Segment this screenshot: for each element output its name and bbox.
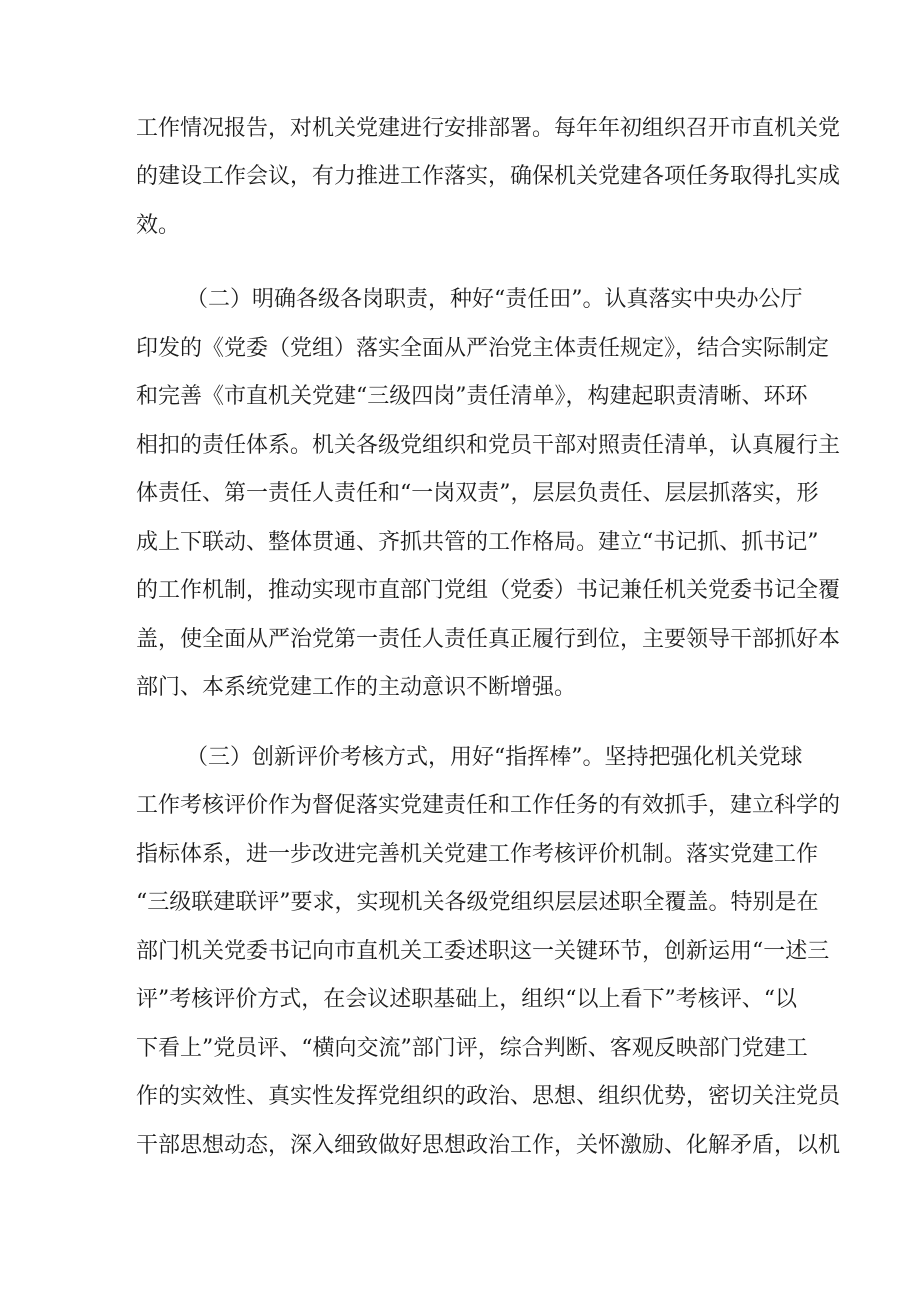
paragraph-2-line-2: 印发的《党委（党组）落实全面从严治党主体责任规定》，结合实际制定 xyxy=(136,336,830,361)
paragraph-3-line-6: 评”考核评价方式，在会议述职基础上，组织“以上看下”考核评、“以 xyxy=(136,987,797,1012)
paragraph-3-line-9: 干部思想动态，深入细致做好思想政治工作，关怀激励、化解矛盾，以机 xyxy=(136,1133,841,1158)
paragraph-2-line-3: 和完善《市直机关党建“三级四岗”责任清单》，构建起职责清晰、环环 xyxy=(136,384,808,409)
paragraph-2-line-8: 盖，使全面从严治党第一责任人责任真正履行到位，主要领导干部抓好本 xyxy=(136,627,841,652)
paragraph-1-line-1: 工作情况报告，对机关党建进行安排部署。每年年初组织召开市直机关党 xyxy=(136,116,841,141)
paragraph-1-line-2: 的建设工作会议，有力推进工作落实，确保机关党建各项任务取得扎实成 xyxy=(136,164,841,189)
paragraph-2-line-9: 部门、本系统党建工作的主动意识不断增强。 xyxy=(136,675,577,700)
paragraph-1-line-3: 效。 xyxy=(136,213,181,238)
paragraph-3-line-5: 部门机关党委书记向市直机关工委述职这一关键环节，创新运用“一述三 xyxy=(136,939,830,964)
paragraph-3-line-4: “三级联建联评”要求，实现机关各级党组织层层述职全覆盖。特别是在 xyxy=(136,890,819,915)
paragraph-2-line-4: 相扣的责任体系。机关各级党组织和党员干部对照责任清单，认真履行主 xyxy=(136,433,841,458)
paragraph-3-line-2: 工作考核评价作为督促落实党建责任和工作任务的有效抓手，建立科学的 xyxy=(136,793,841,818)
paragraph-2-heading-line: （二）明确各级各岗职责，种好“责任田”。认真落实中央办公厅 xyxy=(186,287,803,312)
paragraph-3-line-7: 下看上”党员评、“横向交流”部门评，综合判断、客观反映部门党建工 xyxy=(136,1036,808,1061)
paragraph-3-line-3: 指标体系，进一步改进完善机关党建工作考核评价机制。落实党建工作 xyxy=(136,842,819,867)
paragraph-2-line-7: 的工作机制，推动实现市直部门党组（党委）书记兼任机关党委书记全覆 xyxy=(136,578,841,603)
paragraph-3-line-8: 作的实效性、真实性发挥党组织的政治、思想、组织优势，密切关注党员 xyxy=(136,1084,841,1109)
paragraph-3-heading-line: （三）创新评价考核方式，用好“指挥棒”。坚持把强化机关党球 xyxy=(186,745,803,770)
paragraph-2-line-5: 体责任、第一责任人责任和“一岗双责”，层层负责任、层层抓落实，形 xyxy=(136,481,819,506)
paragraph-2-line-6: 成上下联动、整体贯通、齐抓共管的工作格局。建立“书记抓、抓书记” xyxy=(136,530,819,555)
